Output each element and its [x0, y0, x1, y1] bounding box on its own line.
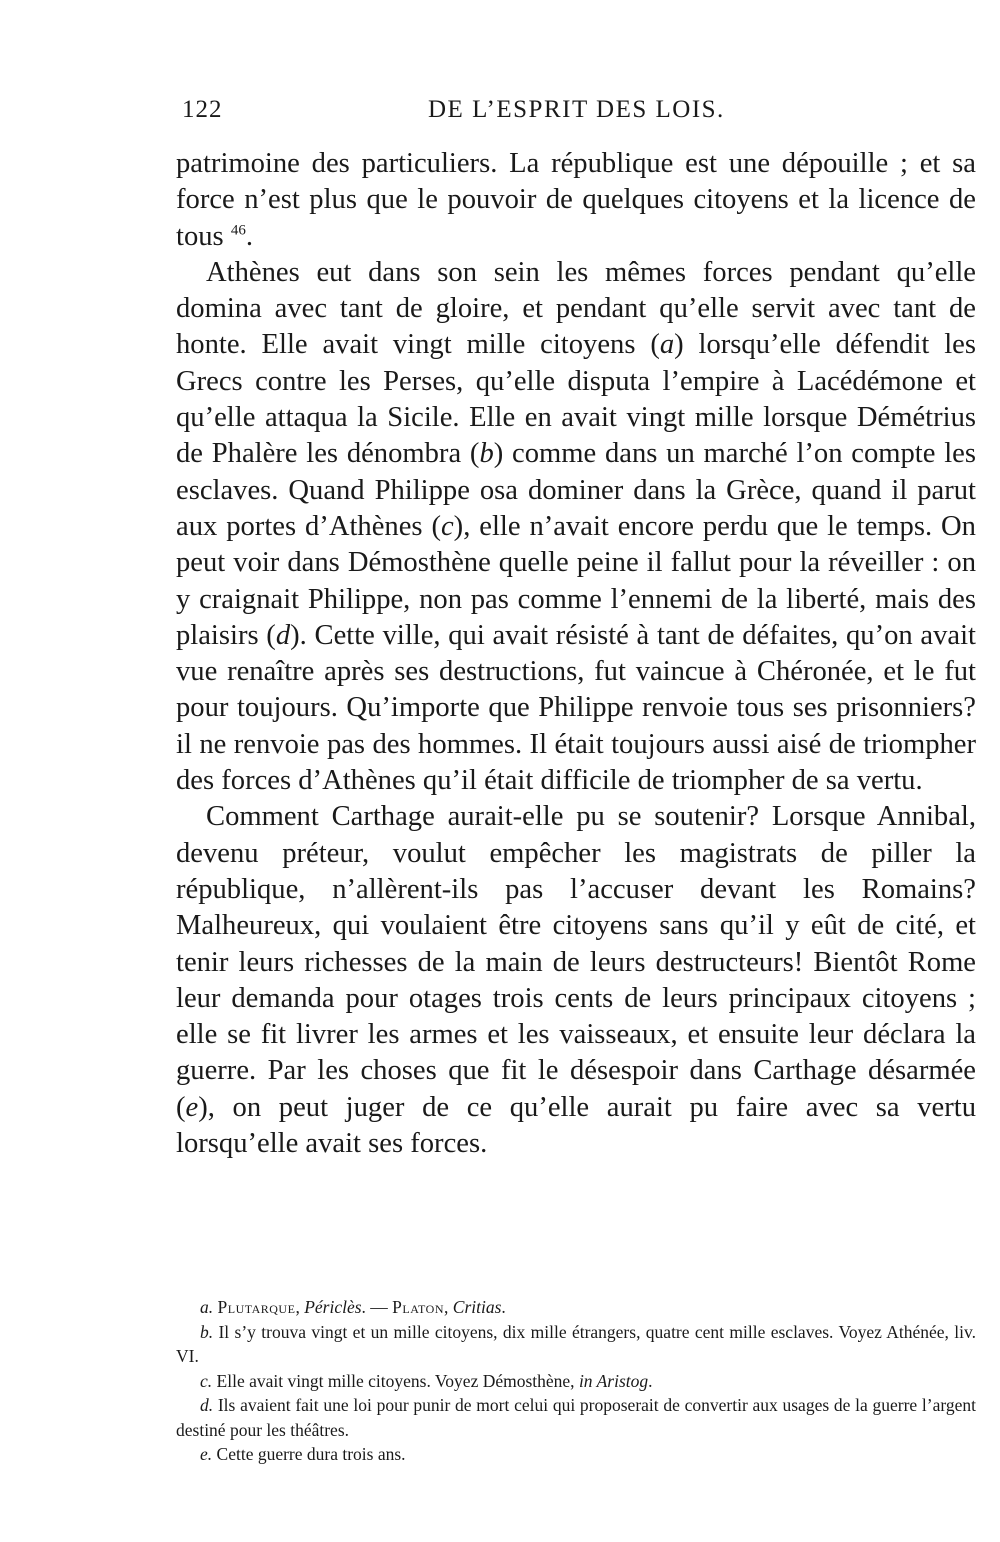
- footnote-end: .: [648, 1370, 653, 1391]
- footnote-d: [176, 1393, 976, 1442]
- footnote-letter: e.: [200, 1444, 213, 1464]
- footnote-text: Ils avaient fait une loi pour punir de mort celui qui proposerait de convertir aux usages de la guerre l’argent destiné pour les théâtres.: [176, 1395, 977, 1440]
- footnote-end: .: [501, 1297, 506, 1317]
- footnote-a: [176, 1295, 976, 1320]
- footnote-marker-d: d: [275, 619, 291, 651]
- footnote-separator: ,: [295, 1297, 305, 1317]
- paragraph-text: patrimoine des particuliers. La république est une dépouille ; et sa force n’est plus que le pouvoir de quelques citoyens et la licence de tous: [176, 148, 976, 252]
- footnote-marker-e: e: [185, 1091, 199, 1123]
- running-header: [176, 92, 976, 134]
- footnotes: [176, 1295, 976, 1467]
- footnote-letter: c.: [200, 1370, 213, 1391]
- paragraph-text: Comment Carthage aurait-elle pu se soutenir? Lorsque Annibal, devenu préteur, voulut empêcher les magistrats de piller la république, n’allèrent-ils pas l’accuser devant les Romains? Malheureux, qui voulaient être citoyens sans qu’il y eût de cité, et tenir leurs richesses de la main de leurs destructeurs! Bientôt Rome leur demanda pour otages trois cents de leurs principaux citoyens ; elle se fit livrer les armes et les vaisseaux, et ensuite leur déclara la guerre. Par les choses que fit le désespoir dans Carthage désarmée (: [176, 801, 976, 1123]
- footnote-text: Elle avait vingt mille citoyens. Voyez Démosthène,: [216, 1370, 579, 1391]
- footnote-author: Plutarque: [217, 1297, 296, 1317]
- footnote-work-title: Périclès: [304, 1297, 362, 1317]
- paragraph-athens: [176, 255, 976, 799]
- footnote-work-title: in Aristog: [578, 1370, 649, 1391]
- footnote-text: Il s’y trouva vingt et un mille citoyens, dix mille étrangers, quatre cent mille esclaves. Voyez Athénée, liv. VI.: [176, 1321, 976, 1366]
- footnote-e: [176, 1442, 976, 1467]
- footnote-letter: a.: [200, 1297, 214, 1317]
- footnote-marker-b: b: [479, 438, 494, 470]
- footnote-separator: ,: [444, 1297, 453, 1317]
- footnote-author: Platon: [392, 1297, 445, 1317]
- paragraph-text: ), elle n’avait encore perdu que le temps. On peut voir dans Démosthène quelle peine il fallut pour la réveiller : on y craignait Philippe, non pas comme l’ennemi de la liberté, mais des plaisirs (: [176, 510, 976, 651]
- paragraph-text: ), on peut juger de ce qu’elle aurait pu faire avec sa vertu lorsqu’elle avait ses forces.: [176, 1091, 976, 1160]
- footnote-letter: b.: [200, 1321, 214, 1342]
- footnote-b: [176, 1320, 976, 1369]
- footnote-work-title: Critias: [452, 1297, 502, 1317]
- main-text: [176, 146, 976, 1162]
- paragraph-text: Athènes eut dans son sein les mêmes forces pendant qu’elle domina avec tant de gloire, et pendant qu’elle servit avec tant de honte. Elle avait vingt mille citoyens (: [176, 256, 976, 361]
- paragraph-text: ). Cette ville, qui avait résisté à tant de défaites, qu’on avait vue renaître après ses destructions, fut vaincue à Chéronée, et le fut pour toujours. Qu’importe que Philippe renvoie tous ses prisonniers? il ne renvoie pas des hommes. Il était toujours aussi aisé de triompher des forces d’Athènes qu’il était difficile de triompher de sa vertu.: [176, 619, 976, 797]
- footnote-separator: . —: [361, 1297, 393, 1317]
- paragraph-text: ) lorsqu’elle défendit les Grecs contre les Perses, qu’elle disputa l’empire à Lacédémone et qu’elle attaqua la Sicile. Elle en avait vingt mille lorsque Démétrius de Phalère les dénombra (: [176, 329, 976, 470]
- page-number: 122: [182, 96, 223, 123]
- paragraph-end: .: [245, 220, 253, 252]
- paragraph-text: ) comme dans un marché l’on compte les esclaves. Quand Philippe osa dominer dans la Grèce, quand il parut aux portes d’Athènes (: [176, 438, 976, 542]
- paragraph-carthage: [176, 799, 976, 1162]
- footnote-text: Cette guerre dura trois ans.: [216, 1444, 406, 1464]
- footnote-c: [176, 1369, 976, 1394]
- footnote-letter: d.: [200, 1395, 214, 1415]
- book-page: [176, 92, 977, 1464]
- paragraph-continuation: [176, 146, 976, 255]
- footnote-marker-a: a: [659, 329, 675, 361]
- note-reference: 46: [230, 222, 246, 239]
- footnote-marker-c: c: [440, 510, 454, 542]
- running-title: DE L’ESPRIT DES LOIS.: [428, 96, 725, 123]
